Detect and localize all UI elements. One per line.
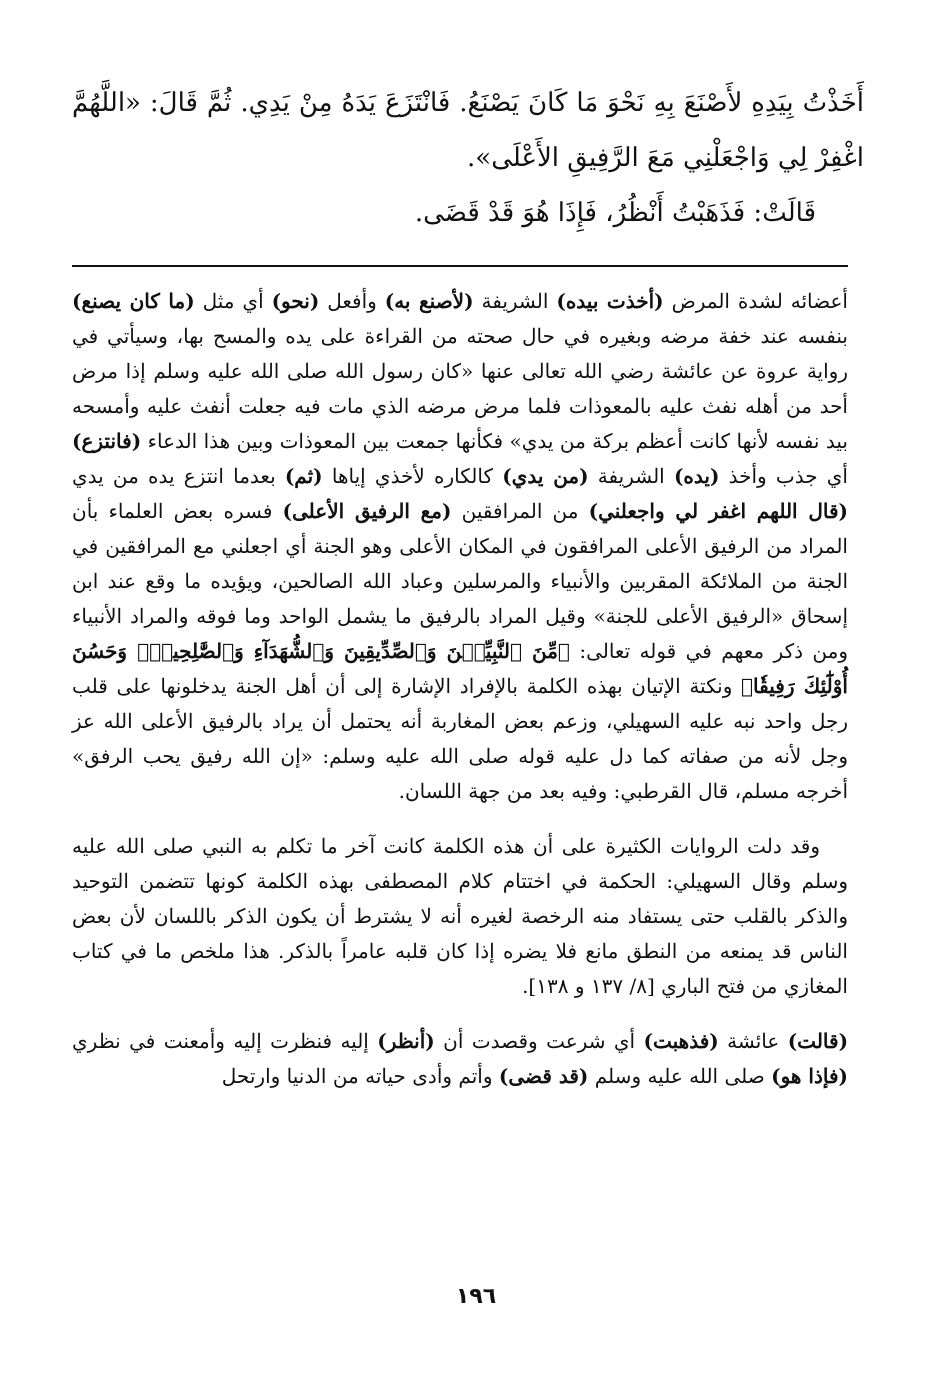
quoted-term: (قالت) bbox=[787, 1029, 849, 1053]
page-number: ١٩٦ bbox=[455, 1284, 497, 1309]
commentary-paragraph-3 bbox=[72, 1024, 848, 1094]
commentary-text-run: بنفسه عند خفة مرضه وبغيره في حال صحته من القراءة على يده والمسح بها، وسيأتي في رواية عروة عن عائشة رضي الله تعالى عنها «كان رسول الله صلى الله عليه وسلم إذا مرض أحد من أهله نفث عليه بالمعوذات فلما مرض مرضه الذي مات فيه جعلت أنفث عليه وأمسحه بيد نفسه لأنها كانت أعظم بركة من يدي» فكأنها جمعت بين المعوذات وبين هذا الدعاء bbox=[72, 324, 848, 453]
quoted-term: (نحو) bbox=[271, 289, 320, 313]
quoted-term: (أخذت بيده) bbox=[556, 289, 664, 313]
quoted-term: (فانتزع) bbox=[72, 429, 142, 453]
commentary-text-run: بعدما انتزع يده من يدي bbox=[72, 464, 285, 488]
quoted-term: (أنظر) bbox=[377, 1029, 435, 1053]
hadith-paragraph-2: قَالَتْ: فَذَهَبْتُ أَنْظُرُ، فَإِذَا هُوَ قَدْ قَضَى. bbox=[414, 198, 816, 228]
commentary-text-run: كالكاره لأخذي إياها bbox=[322, 464, 503, 488]
quoted-term: (لأصنع به) bbox=[384, 289, 474, 313]
quoted-term: (مع الرفيق الأعلى) bbox=[282, 499, 452, 523]
commentary-text-run: إليه فنظرت إليه وأمعنت في نظري bbox=[72, 1029, 378, 1053]
commentary-text-run: وأفعل bbox=[319, 289, 385, 313]
commentary-paragraph-2: وقد دلت الروايات الكثيرة على أن هذه الكلمة كانت آخر ما تكلم به النبي صلى الله عليه وسلم وقال السهيلي: الحكمة في اختتام كلام المصطفى بهذه الكلمة كونها تتضمن التوحيد والذكر بالقلب حتى يستفاد منه الرخصة لغيره أنه لا يشترط أن يكون الذكر باللسان لأن بعض الناس قد يمنعه من النطق مانع فلا يضره إذا كان قلبه عامراً بالذكر. هذا ملخص ما في كتاب المغازي من فتح الباري [٨/ ١٣٧ و ١٣٨]. bbox=[72, 834, 848, 998]
quoted-term: (قد قضى) bbox=[498, 1064, 589, 1088]
commentary-text bbox=[72, 284, 848, 1094]
footnote-divider bbox=[72, 265, 848, 267]
commentary-text-run: أي شرعت وقصدت أن bbox=[434, 1029, 644, 1053]
commentary-text-run: الشريفة bbox=[473, 289, 557, 313]
commentary-text-run: الشريفة bbox=[588, 464, 674, 488]
quoted-term: (قال اللهم اغفر لي واجعلني) bbox=[588, 499, 849, 523]
commentary-text-run: من المرافقين bbox=[451, 499, 589, 523]
quoted-term: (يده) bbox=[673, 464, 720, 488]
quoted-term: (من يدي) bbox=[502, 464, 589, 488]
quran-verse: ﴿مِّنَ ٱلنَّبِيِّـۧنَ وَٱلصِّدِّيقِينَ وَٱلشُّهَدَآءِ وَٱلصَّٰلِحِينَۚ وَحَسُنَ أُوْلَٰٓئِكَ رَفِيقٗا﴾ bbox=[72, 639, 848, 698]
quoted-term: (فإذا هو) bbox=[771, 1064, 848, 1088]
commentary-text-run: أي مثل bbox=[194, 289, 272, 313]
quoted-term: (ثم) bbox=[284, 464, 323, 488]
commentary-text-run: صلى الله عليه وسلم bbox=[588, 1064, 772, 1088]
hadith-paragraph-1: أَخَذْتُ بِيَدِهِ لأَصْنَعَ بِهِ نَحْوَ مَا كَانَ يَصْنَعُ. فَانْتَزَعَ يَدَهُ مِنْ يَدِي. ثُمَّ قَالَ: «اللَّهُمَّ اغْفِرْ لِي وَاجْعَلْنِي مَعَ الرَّفِيقِ الأَعْلَى». bbox=[72, 88, 864, 173]
quoted-term: (ما كان يصنع) bbox=[72, 289, 195, 313]
commentary-text-run: فسره بعض العلماء بأن المراد من الرفيق الأعلى المرافقون في المكان الأعلى وهو الجنة أي اجعلني مع المرافقين في الجنة من الملائكة المقربين والأنبياء والمرسلين وعباد الله الصالحين، ويؤيده ما وقع عند ابن إسحاق «الرفيق الأعلى للجنة» وقيل المراد بالرفيق ما يشمل الواحد وما فوقه والمراد الأنبياء ومن ذكر معهم في قوله تعالى: bbox=[72, 499, 848, 663]
commentary-text-run: أعضائه لشدة المرض bbox=[663, 289, 848, 313]
commentary-text-run: أي جذب وأخذ bbox=[719, 464, 848, 488]
hadith-text bbox=[72, 76, 864, 241]
commentary-text-run: ونكتة الإتيان بهذه الكلمة بالإفراد الإشارة إلى أن أهل الجنة يدخلونها على قلب رجل واحد نبه عليه السهيلي، وزعم بعض المغاربة أنه يحتمل أن يراد بالرفيق الأعلى الله عز وجل لأنه من صفاته كما دل عليه قوله صلى الله عليه وسلم: «إن الله رفيق يحب الرفق» أخرجه مسلم، قال القرطبي: وفيه بعد من جهة اللسان. bbox=[72, 674, 848, 803]
quoted-term: (فذهبت) bbox=[643, 1029, 719, 1053]
commentary-text-run: عائشة bbox=[718, 1029, 788, 1053]
commentary-text-run: وأتم وأدى حياته من الدنيا وارتحل bbox=[221, 1064, 499, 1088]
commentary-paragraph-1 bbox=[72, 284, 848, 809]
